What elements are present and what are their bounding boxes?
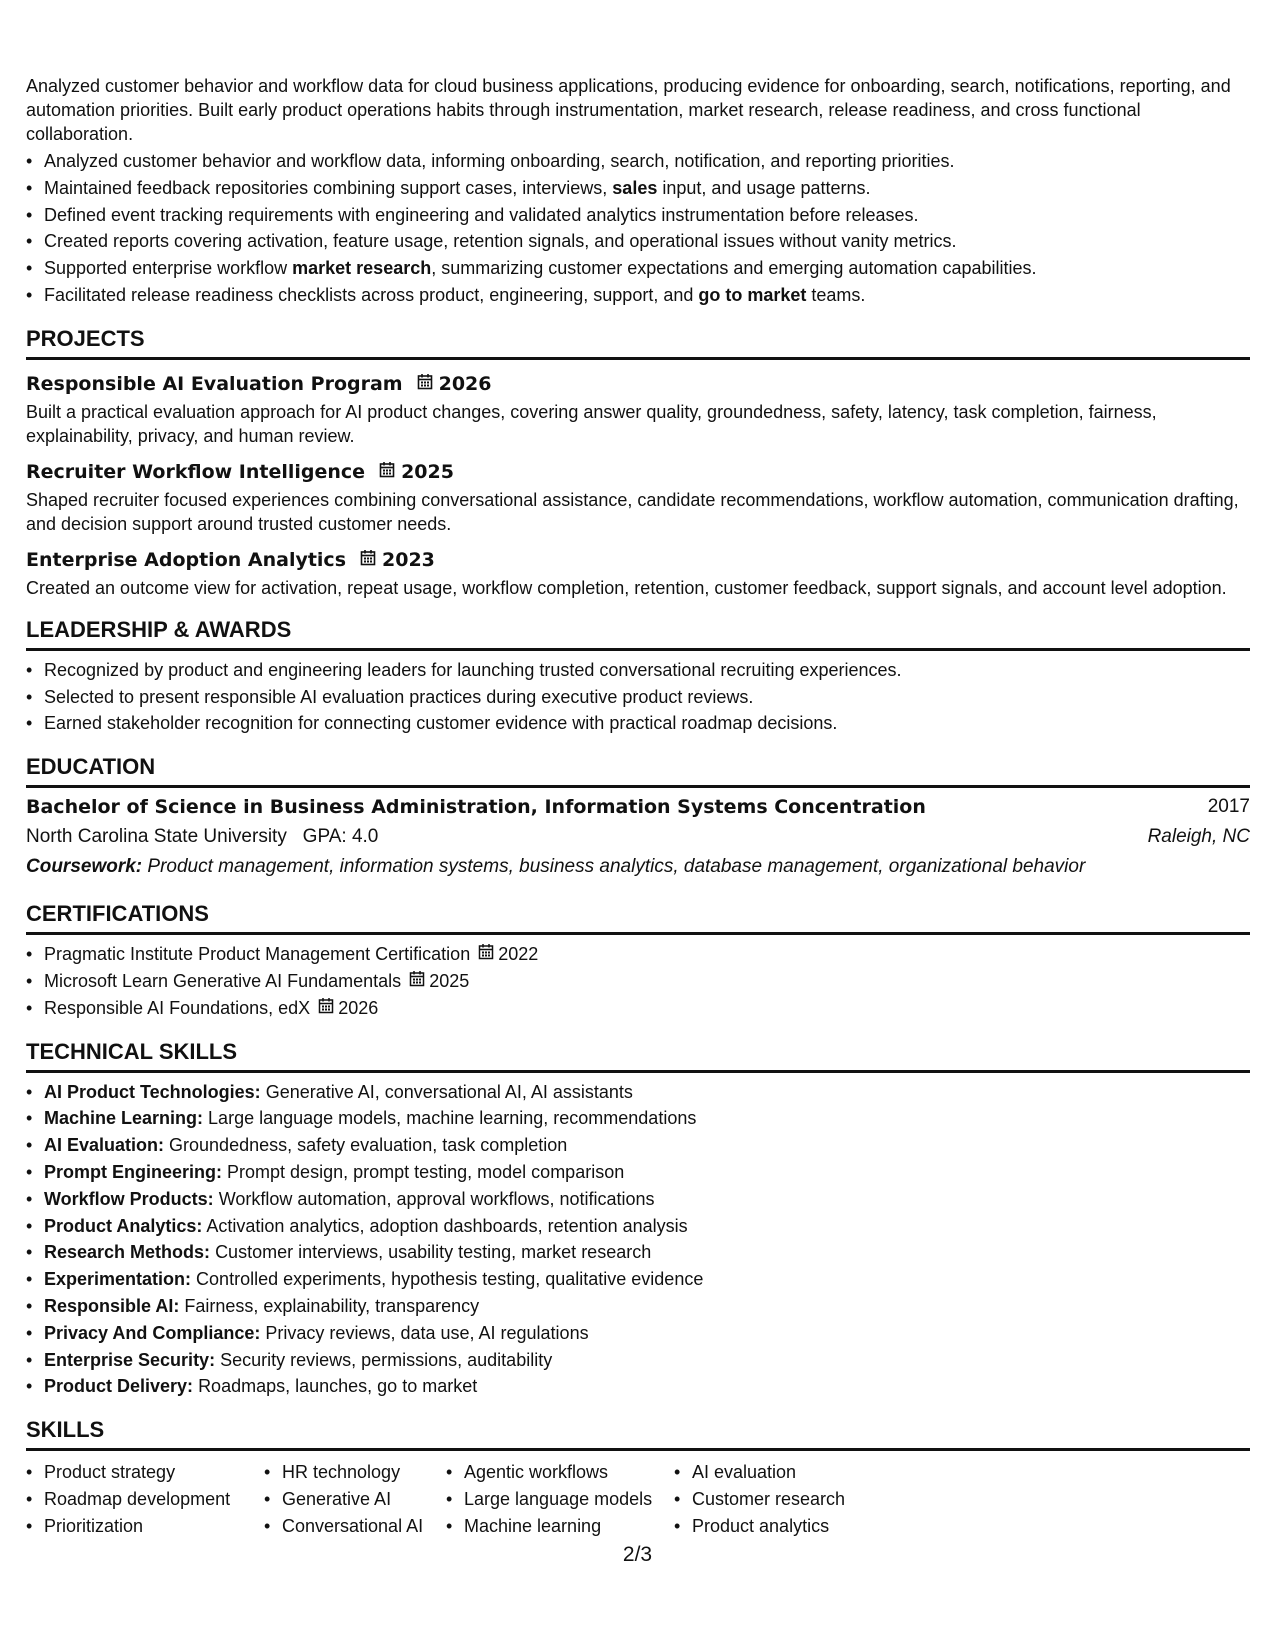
list-item: • Earned stakeholder recognition for connecting customer evidence with practical roadmap decisions. (44, 710, 1250, 737)
calendar-icon (379, 458, 395, 486)
skill-label: AI Product Technologies: (44, 1081, 261, 1102)
list-item: • Generative AI (282, 1486, 446, 1513)
skill-label: AI Evaluation: (44, 1135, 165, 1156)
list-item: • Conversational AI (282, 1513, 446, 1540)
list-item (44, 1347, 1250, 1374)
skill-label: Privacy And Compliance: (44, 1322, 261, 1343)
list-item: • Recognized by product and engineering leaders for launching trusted conversational recruiting experiences. (44, 657, 1250, 684)
skill-label: Product Analytics: (44, 1215, 203, 1236)
project-year: 2026 (438, 372, 492, 395)
experience-bullets (26, 148, 1250, 309)
list-item (44, 1320, 1250, 1347)
list-item: • AI evaluation (692, 1459, 892, 1486)
skill-value: Controlled experiments, hypothesis testing, qualitative evidence (196, 1269, 704, 1290)
calendar-icon (360, 546, 376, 574)
list-item: • HR technology (282, 1459, 446, 1486)
skill-value: Generative AI, conversational AI, AI assistants (265, 1081, 633, 1102)
list-item (44, 941, 1250, 968)
list-item (44, 1105, 1250, 1132)
list-item (44, 1159, 1250, 1186)
skills-columns (26, 1459, 1250, 1539)
project-entry (26, 458, 1250, 536)
list-item (44, 1239, 1250, 1266)
skill-label: Workflow Products: (44, 1188, 214, 1209)
list-item: • Large language models (464, 1486, 674, 1513)
cert-year: 2022 (498, 944, 539, 965)
list-item: • Maintained feedback repositories combining support cases, interviews, sales input, and usage patterns. (44, 175, 1250, 202)
project-year: 2023 (382, 548, 435, 571)
gpa: GPA: 4.0 (302, 826, 379, 848)
list-item: • Selected to present responsible AI evaluation practices during executive product reviews. (44, 684, 1250, 711)
school-name: North Carolina State University (26, 826, 287, 848)
technical-skills-list (26, 1079, 1250, 1401)
list-item (44, 1186, 1250, 1213)
project-year: 2025 (401, 460, 454, 483)
list-item: • Product analytics (692, 1513, 892, 1540)
page-number: 2/3 (622, 1543, 653, 1566)
list-item: • Customer research (692, 1486, 892, 1513)
list-item: • Analyzed customer behavior and workflow data, informing onboarding, search, notification, and reporting priorities. (44, 148, 1250, 175)
list-item: • Roadmap development (44, 1486, 264, 1513)
skill-value: Large language models, machine learning, recommendations (208, 1108, 697, 1129)
calendar-icon (409, 968, 425, 995)
skill-value: Prompt design, prompt testing, model comparison (227, 1161, 625, 1182)
project-description: Shaped recruiter focused experiences combining conversational assistance, candidate recommendations, workflow automation, communication drafting, and decision support around trusted customer needs. (26, 489, 1239, 534)
project-name: Responsible AI Evaluation Program (26, 372, 403, 395)
coursework-list: Product management, information systems, business analytics, database management, organizational behavior (147, 856, 1086, 878)
certifications-list (26, 941, 1250, 1021)
skill-label: Prompt Engineering: (44, 1161, 223, 1182)
list-item: • Prioritization (44, 1513, 264, 1540)
cert-name: Responsible AI Foundations, edX (44, 997, 311, 1018)
skill-value: Groundedness, safety evaluation, task completion (169, 1135, 568, 1156)
project-description: Created an outcome view for activation, repeat usage, workflow completion, retention, customer feedback, support signals, and account level adoption. (26, 577, 1227, 598)
list-item (44, 1266, 1250, 1293)
skill-label: Enterprise Security: (44, 1349, 216, 1370)
skill-label: Responsible AI: (44, 1295, 180, 1316)
skill-value: Workflow automation, approval workflows, notifications (218, 1188, 655, 1209)
section-title-education: EDUCATION (26, 753, 1250, 788)
skills-column (26, 1459, 264, 1539)
skill-value: Activation analytics, adoption dashboards, retention analysis (206, 1215, 688, 1236)
skill-value: Security reviews, permissions, auditability (220, 1349, 553, 1370)
project-description: Built a practical evaluation approach for AI product changes, covering answer quality, groundedness, safety, latency, task completion, fairness, explainability, privacy, and human review. (26, 401, 1157, 446)
skill-value: Customer interviews, usability testing, market research (215, 1242, 652, 1263)
skills-column (674, 1459, 892, 1539)
skill-label: Product Delivery: (44, 1376, 194, 1397)
skill-label: Experimentation: (44, 1269, 192, 1290)
education-entry (26, 792, 1250, 882)
resume-page (26, 74, 1250, 1540)
skill-label: Machine Learning: (44, 1108, 204, 1129)
list-item: • Agentic workflows (464, 1459, 674, 1486)
list-item (44, 1079, 1250, 1106)
project-entry (26, 546, 1250, 600)
graduation-year: 2017 (1207, 796, 1250, 818)
list-item (44, 1373, 1250, 1400)
cert-year: 2025 (429, 970, 470, 991)
section-title-certifications: CERTIFICATIONS (26, 900, 1250, 935)
list-item (44, 995, 1250, 1022)
section-title-projects: PROJECTS (26, 325, 1250, 360)
project-name: Enterprise Adoption Analytics (26, 548, 347, 571)
list-item: • Facilitated release readiness checklists across product, engineering, support, and go to market teams. (44, 282, 1250, 309)
list-item: • Supported enterprise workflow market research, summarizing customer expectations and emerging automation capabilities. (44, 255, 1250, 282)
leadership-list (26, 657, 1250, 737)
list-item: • Product strategy (44, 1459, 264, 1486)
project-entry (26, 370, 1250, 448)
project-name: Recruiter Workflow Intelligence (26, 460, 366, 483)
skills-column (446, 1459, 674, 1539)
list-item: • Defined event tracking requirements with engineering and validated analytics instrumentation before releases. (44, 202, 1250, 229)
skill-value: Fairness, explainability, transparency (184, 1295, 480, 1316)
section-title-skills: SKILLS (26, 1416, 1250, 1451)
list-item: • Created reports covering activation, feature usage, retention signals, and operational issues without vanity metrics. (44, 228, 1250, 255)
skills-column (264, 1459, 446, 1539)
calendar-icon (478, 941, 494, 968)
degree: Bachelor of Science in Business Administration, Information Systems Concentration (26, 796, 926, 819)
coursework (26, 852, 1250, 882)
list-item (44, 1213, 1250, 1240)
skill-label: Research Methods: (44, 1242, 211, 1263)
school-location: Raleigh, NC (1147, 826, 1250, 848)
list-item (44, 1132, 1250, 1159)
list-item (44, 968, 1250, 995)
calendar-icon (417, 370, 433, 398)
list-item (44, 1293, 1250, 1320)
experience-summary: Analyzed customer behavior and workflow data for cloud business applications, producing evidence for onboarding, search, notifications, reporting, and automation priorities. Built early product operations habits through instrumentation, market research, release readiness, and cross functional collaboration. (26, 76, 1231, 144)
list-item: • Machine learning (464, 1513, 674, 1540)
cert-name: Microsoft Learn Generative AI Fundamentals (44, 970, 402, 991)
skill-value: Privacy reviews, data use, AI regulations (265, 1322, 589, 1343)
coursework-label: Coursework: (26, 856, 143, 878)
section-title-technical-skills: TECHNICAL SKILLS (26, 1038, 1250, 1073)
cert-name: Pragmatic Institute Product Management Certification (44, 944, 471, 965)
skill-value: Roadmaps, launches, go to market (198, 1376, 478, 1397)
section-title-leadership: LEADERSHIP & AWARDS (26, 616, 1250, 651)
cert-year: 2026 (338, 997, 379, 1018)
calendar-icon (318, 995, 334, 1022)
